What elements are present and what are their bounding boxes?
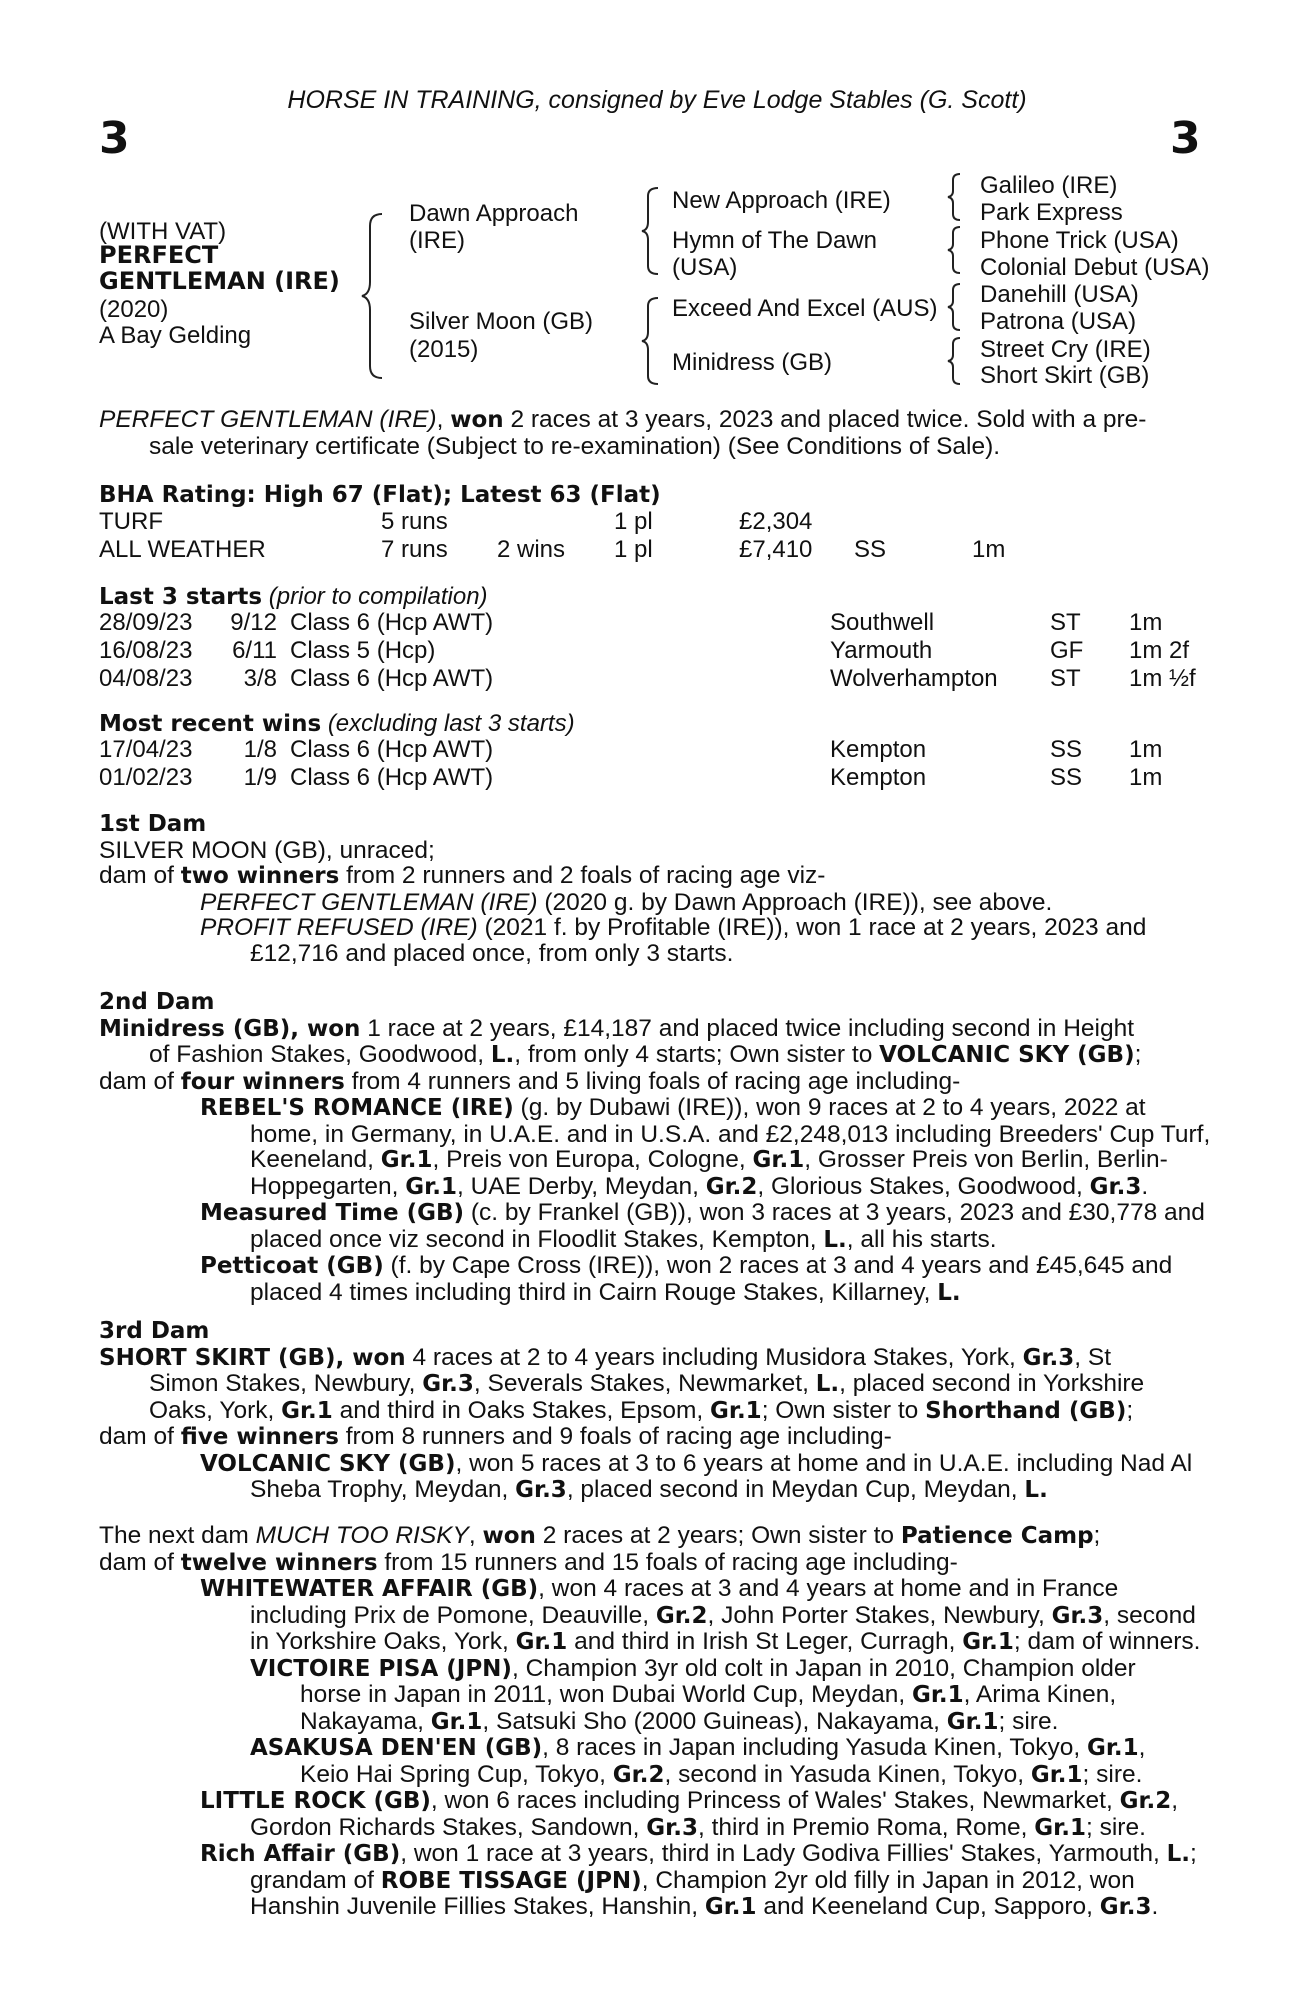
last-starts-table [99,609,1196,693]
text: (f. by Cape Cross (IRE)), won 2 races at 3 and 4 years and £45,645 and [383,1252,1173,1279]
text: . [1151,1893,1159,1920]
dam-name: SHORT SKIRT (GB), won [99,1344,406,1371]
next-dam-section [99,1523,1204,1921]
text: . [1141,1172,1149,1200]
grade: L. [815,1371,840,1397]
rating-row [99,536,1005,564]
sire-sire: New Approach (IRE) [672,187,891,214]
win-going: SS [1050,764,1083,791]
text: , placed second in Yorkshire [839,1370,1145,1397]
won-label: won [482,1523,536,1549]
text: ; [1190,1840,1197,1867]
win-position: 1/9 [243,764,277,791]
rating-surface: ALL WEATHER [99,536,266,563]
relative-name: Patience Camp [900,1523,1094,1549]
text: 4 races at 2 to 4 years including Musidora Stakes, York, [405,1343,1023,1371]
start-date: 16/08/23 [99,637,193,664]
text: from 15 runners and 15 foals of racing age including- [377,1548,958,1576]
rating-going: SS [854,536,887,563]
win-date: 01/02/23 [99,764,193,791]
pedigree-brace-6 [946,282,970,332]
text: , won 5 races at 3 to 6 years at home and in U.A.E. including Nad Al [455,1449,1193,1477]
rating-runs: 5 runs [381,508,448,535]
text: Hoppegarten, [250,1172,406,1200]
lot-number-right: 3 [1170,113,1201,164]
text: (2021 f. by Profitable (IRE)), won 1 race at 2 years, 2023 and [477,914,1147,941]
text: Keio Hai Spring Cup, Tokyo, [300,1760,613,1788]
start-course: Wolverhampton [830,665,998,692]
text: ; [1093,1522,1101,1549]
progeny-name: PERFECT GENTLEMAN (IRE) [200,888,538,916]
rating-surface: TURF [99,508,163,535]
ped-sss: Galileo (IRE) [980,172,1118,199]
text: ; dam of winners. [1013,1628,1201,1655]
ped-dss: Danehill (USA) [980,281,1139,308]
progeny-name: PROFIT REFUSED (IRE) [200,914,478,941]
horse-name-line2: GENTLEMAN (IRE) [99,267,340,295]
text: of Fashion Stakes, Goodwood, [149,1041,491,1068]
pedigree-brace-3 [640,296,670,386]
ped-sdd: Colonial Debut (USA) [980,254,1210,281]
recent-wins-note: (excluding last 3 starts) [327,710,575,737]
third-dam-section [99,1319,1204,1504]
text: , [1171,1787,1179,1814]
grade: L. [1024,1477,1048,1503]
text: , Severals Stakes, Newmarket, [473,1370,816,1397]
progeny-name: REBEL'S ROMANCE (IRE) [200,1095,514,1121]
grade: Gr.2 [612,1761,665,1788]
table-row [99,736,1162,764]
last-starts-heading [99,583,488,611]
text: , Glorious Stakes, Goodwood, [757,1172,1090,1200]
dam-name: Silver Moon (GB) [409,308,594,335]
text: Keeneland, [250,1146,381,1173]
grade: Gr.1 [1030,1761,1083,1788]
text: , St [1074,1343,1112,1371]
ped-dsd: Patrona (USA) [980,308,1137,335]
pedigree-brace-7 [946,336,970,386]
pedigree-brace-4 [946,172,970,222]
progeny-name: ASAKUSA DEN'EN (GB) [250,1735,543,1761]
text: in Yorkshire Oaks, York, [250,1628,516,1655]
second-dam-section [99,989,1211,1306]
grade: L. [823,1226,847,1253]
progeny-name: LITTLE ROCK (GB) [200,1788,431,1814]
text: , won 4 races at 3 and 4 years at home and in France [538,1575,1119,1602]
text: (c. by Frankel (GB)), won 3 races at 3 years, 2023 and £30,778 and [464,1199,1205,1226]
rating-distance: 1m [972,536,1006,563]
grade: Gr.3 [1022,1344,1075,1371]
grade: L. [1166,1841,1190,1867]
grade: L. [490,1042,515,1068]
text: ; [1126,1396,1134,1424]
text: Gordon Richards Stakes, Sandown, [250,1813,647,1841]
table-row [99,665,1196,693]
lot-number-left: 3 [99,113,130,164]
grade: Gr.3 [1089,1173,1142,1200]
first-dam-section [99,812,1204,966]
grade: Gr.1 [1086,1735,1139,1761]
text: (g. by Dubawi (IRE)), won 9 races at 2 to 4 years, 2022 at [513,1094,1146,1121]
text: and third in Oaks Stakes, Epsom, [332,1396,710,1424]
text: including Prix de Pomone, Deauville, [250,1601,656,1629]
text: ; Own sister to [761,1396,926,1424]
winners-count: five winners [180,1424,339,1450]
winners-count: two winners [180,863,340,889]
text: dam of [99,1548,181,1576]
pedigree-brace-5 [946,225,970,275]
rating-placed: 1 pl [614,508,653,535]
grade: Gr.1 [380,1147,433,1173]
text: , UAE Derby, Meydan, [456,1172,706,1200]
start-position: 6/11 [232,637,277,664]
grade: Gr.3 [422,1371,474,1397]
vat-label: (WITH VAT) [99,218,227,245]
horse-year: (2020) [99,296,169,323]
first-dam-line: SILVER MOON (GB), unraced; [99,836,435,864]
horse-description: A Bay Gelding [99,322,252,349]
rating-wins [497,508,614,536]
progeny-name: WHITEWATER AFFAIR (GB) [200,1576,539,1602]
text: and Keeneland Cup, Sapporo, [756,1893,1100,1920]
grade: Gr.1 [911,1682,964,1708]
text: grandam of [250,1866,381,1894]
progeny-name: VICTOIRE PISA (JPN) [250,1655,512,1682]
text: , Grosser Preis von Berlin, Berlin- [804,1146,1168,1173]
start-course: Yarmouth [830,637,933,664]
rating-row [99,508,1005,536]
rating-going [854,508,972,536]
progeny-name: Rich Affair (GB) [200,1841,401,1867]
text: Nakayama, [300,1707,431,1735]
start-class: Class 5 (Hcp) [290,637,436,664]
winners-count: twelve winners [180,1549,378,1576]
text: (2020 g. by Dawn Approach (IRE)), see above. [537,888,1053,916]
rating-placed: 1 pl [614,536,653,563]
last-starts-note: (prior to compilation) [268,583,488,610]
grade: Gr.1 [405,1173,457,1200]
text: , won 1 race at 3 years, third in Lady Godiva Fillies' Stakes, Yarmouth, [400,1840,1167,1867]
text: ; sire. [1082,1760,1143,1788]
text: , John Porter Stakes, Newbury, [707,1601,1052,1629]
text: dam of [99,1067,181,1095]
start-course: Southwell [830,609,935,636]
last-starts-title: Last 3 starts [99,584,263,610]
grade: Gr.1 [430,1708,483,1735]
text: from 2 runners and 2 foals of racing age viz- [339,862,826,889]
win-class: Class 6 (Hcp AWT) [290,736,494,763]
sire-origin: (IRE) [409,227,465,254]
win-date: 17/04/23 [99,736,193,763]
grade: Gr.2 [655,1602,708,1629]
text: , Champion 3yr old colt in Japan in 2010, Champion older [511,1654,1136,1682]
relative-name: Shorthand (GB) [925,1397,1127,1424]
win-distance: 1m [1129,764,1163,791]
text: , 8 races in Japan including Yasuda Kinen, Tokyo, [542,1734,1087,1761]
ped-ddd: Short Skirt (GB) [980,362,1150,389]
relative-name: VOLCANIC SKY (GB) [879,1042,1135,1068]
rating-runs: 7 runs [381,536,448,563]
dam-dam: Minidress (GB) [672,349,833,376]
recent-wins-heading [99,710,575,738]
grade: Gr.3 [646,1814,698,1841]
table-row [99,609,1196,637]
recent-wins-table [99,736,1162,792]
text: Hanshin Juvenile Fillies Stakes, Hanshin, [250,1893,705,1920]
intro-text-2: sale veterinary certificate (Subject to re-examination) (See Conditions of Sale). [149,432,1001,460]
text: , [468,1522,483,1549]
text: dam of [99,862,181,889]
grade: Gr.1 [515,1629,568,1655]
grade: Gr.2 [705,1173,758,1200]
progeny-name: VOLCANIC SKY (GB) [200,1450,456,1477]
start-class: Class 6 (Hcp AWT) [290,665,494,692]
pedigree-brace-2 [640,186,670,276]
text: and third in Irish St Leger, Curragh, [567,1628,963,1655]
dam-year: (2015) [409,336,479,363]
table-row [99,637,1196,665]
text: Sheba Trophy, Meydan, [250,1476,516,1503]
text: 1 race at 2 years, £14,187 and placed twice including second in Height [360,1014,1135,1042]
text: , Champion 2yr old filly in Japan in 2012, won [641,1866,1135,1894]
rating-heading: BHA Rating: High 67 (Flat); Latest 63 (Flat) [99,482,661,508]
text: The next dam [99,1522,256,1549]
start-date: 04/08/23 [99,665,193,692]
first-dam-heading: 1st Dam [99,811,207,837]
text: , from only 4 starts; Own sister to [514,1041,880,1068]
progeny-name: Measured Time (GB) [200,1200,465,1226]
grade: Gr.1 [704,1894,757,1920]
intro-text-1: 2 races at 3 years, 2023 and placed twice. Sold with a pre- [510,406,1147,433]
dam-name: Minidress (GB), won [99,1015,361,1042]
text: ; [1134,1041,1142,1068]
grade: Gr.1 [962,1629,1014,1655]
start-distance: 1m [1129,609,1163,636]
text: placed once viz second in Floodlit Stakes, Kempton, [250,1225,824,1253]
text: dam of [99,1423,181,1450]
grade: Gr.1 [710,1397,762,1424]
text: 2 races at 2 years; Own sister to [535,1522,901,1549]
sire-dam-line2: (USA) [672,254,738,281]
start-going: ST [1050,609,1081,636]
winners-count: four winners [180,1068,345,1095]
text: Oaks, York, [149,1396,282,1424]
grade: Gr.1 [1034,1814,1086,1841]
table-row [99,764,1162,792]
text: , third in Premio Roma, Rome, [697,1813,1035,1841]
text: from 8 runners and 9 foals of racing age including- [338,1423,892,1450]
grade: Gr.2 [1119,1788,1172,1814]
win-position: 1/8 [243,736,277,763]
text: from 4 runners and 5 living foals of racing age including- [344,1067,961,1095]
win-going: SS [1050,736,1083,763]
ped-ssd: Park Express [980,199,1123,226]
start-distance: 1m ½f [1129,665,1196,692]
horse-name-line1: PERFECT [99,241,219,269]
text: horse in Japan in 2011, won Dubai World Cup, Meydan, [300,1681,912,1708]
text: , second [1103,1601,1196,1629]
intro-won: won [450,407,504,433]
ped-dds: Street Cry (IRE) [980,336,1151,363]
dam-sire: Exceed And Excel (AUS) [672,295,938,322]
grade: Gr.3 [1051,1602,1104,1629]
text: placed 4 times including third in Cairn Rouge Stakes, Killarney, [250,1278,938,1306]
grade: L. [937,1279,961,1306]
recent-wins-title: Most recent wins [99,711,322,737]
sire-dam-line1: Hymn of The Dawn [672,227,877,254]
start-going: GF [1050,637,1084,664]
start-position: 3/8 [243,665,277,692]
text: Simon Stakes, Newbury, [149,1370,423,1397]
text: , all his starts. [846,1225,997,1253]
second-dam-heading: 2nd Dam [99,989,215,1015]
text: , [1138,1734,1146,1761]
text: home, in Germany, in U.A.E. and in U.S.A. and £2,248,013 including Breeders' Cup Turf, [250,1120,1211,1148]
text: , Preis von Europa, Cologne, [432,1146,753,1173]
rating-earnings: £7,410 [739,536,813,563]
intro-paragraph: PERFECT GENTLEMAN (IRE), won 2 races at 3 years, 2023 and placed twice. Sold with a pre- sale veterinary certificate (Subject to re-examination) (See Conditions of Sale). [99,407,1204,459]
dam-name: MUCH TOO RISKY [255,1522,469,1549]
win-class: Class 6 (Hcp AWT) [290,764,494,791]
grade: Gr.1 [281,1397,333,1424]
start-distance: 1m 2f [1129,637,1190,664]
rating-wins: 2 wins [497,536,566,563]
win-distance: 1m [1129,736,1163,763]
win-course: Kempton [830,736,927,763]
relative-name: ROBE TISSAGE (JPN) [380,1867,642,1894]
progeny-name: Petticoat (GB) [200,1253,384,1279]
intro-horse-name: PERFECT GENTLEMAN (IRE) [99,406,437,433]
page-header: HORSE IN TRAINING, consigned by Eve Lodge Stables (G. Scott) [287,86,1027,114]
text: , won 6 races including Princess of Wales' Stakes, Newmarket, [430,1787,1120,1814]
text: £12,716 and placed once, from only 3 starts. [250,939,734,967]
third-dam-heading: 3rd Dam [99,1318,210,1344]
grade: Gr.3 [515,1477,567,1503]
sire-name: Dawn Approach [409,200,579,227]
pedigree-brace-1 [360,212,400,382]
text: , placed second in Meydan Cup, Meydan, [566,1476,1025,1503]
ped-sds: Phone Trick (USA) [980,227,1179,254]
rating-table [99,508,1005,564]
rating-distance [972,508,1005,536]
text: ; sire. [1085,1813,1146,1841]
start-date: 28/09/23 [99,609,193,636]
text: , Satsuki Sho (2000 Guineas), Nakayama, [482,1707,947,1735]
text: , Arima Kinen, [963,1681,1117,1708]
grade: Gr.1 [752,1147,805,1173]
start-going: ST [1050,665,1081,692]
rating-earnings: £2,304 [739,508,813,535]
start-position: 9/12 [230,609,277,636]
grade: Gr.3 [1099,1894,1152,1920]
win-course: Kempton [830,764,927,791]
start-class: Class 6 (Hcp AWT) [290,609,494,636]
text: ; sire. [998,1707,1059,1735]
grade: Gr.1 [946,1708,999,1735]
text: , second in Yasuda Kinen, Tokyo, [664,1760,1031,1788]
